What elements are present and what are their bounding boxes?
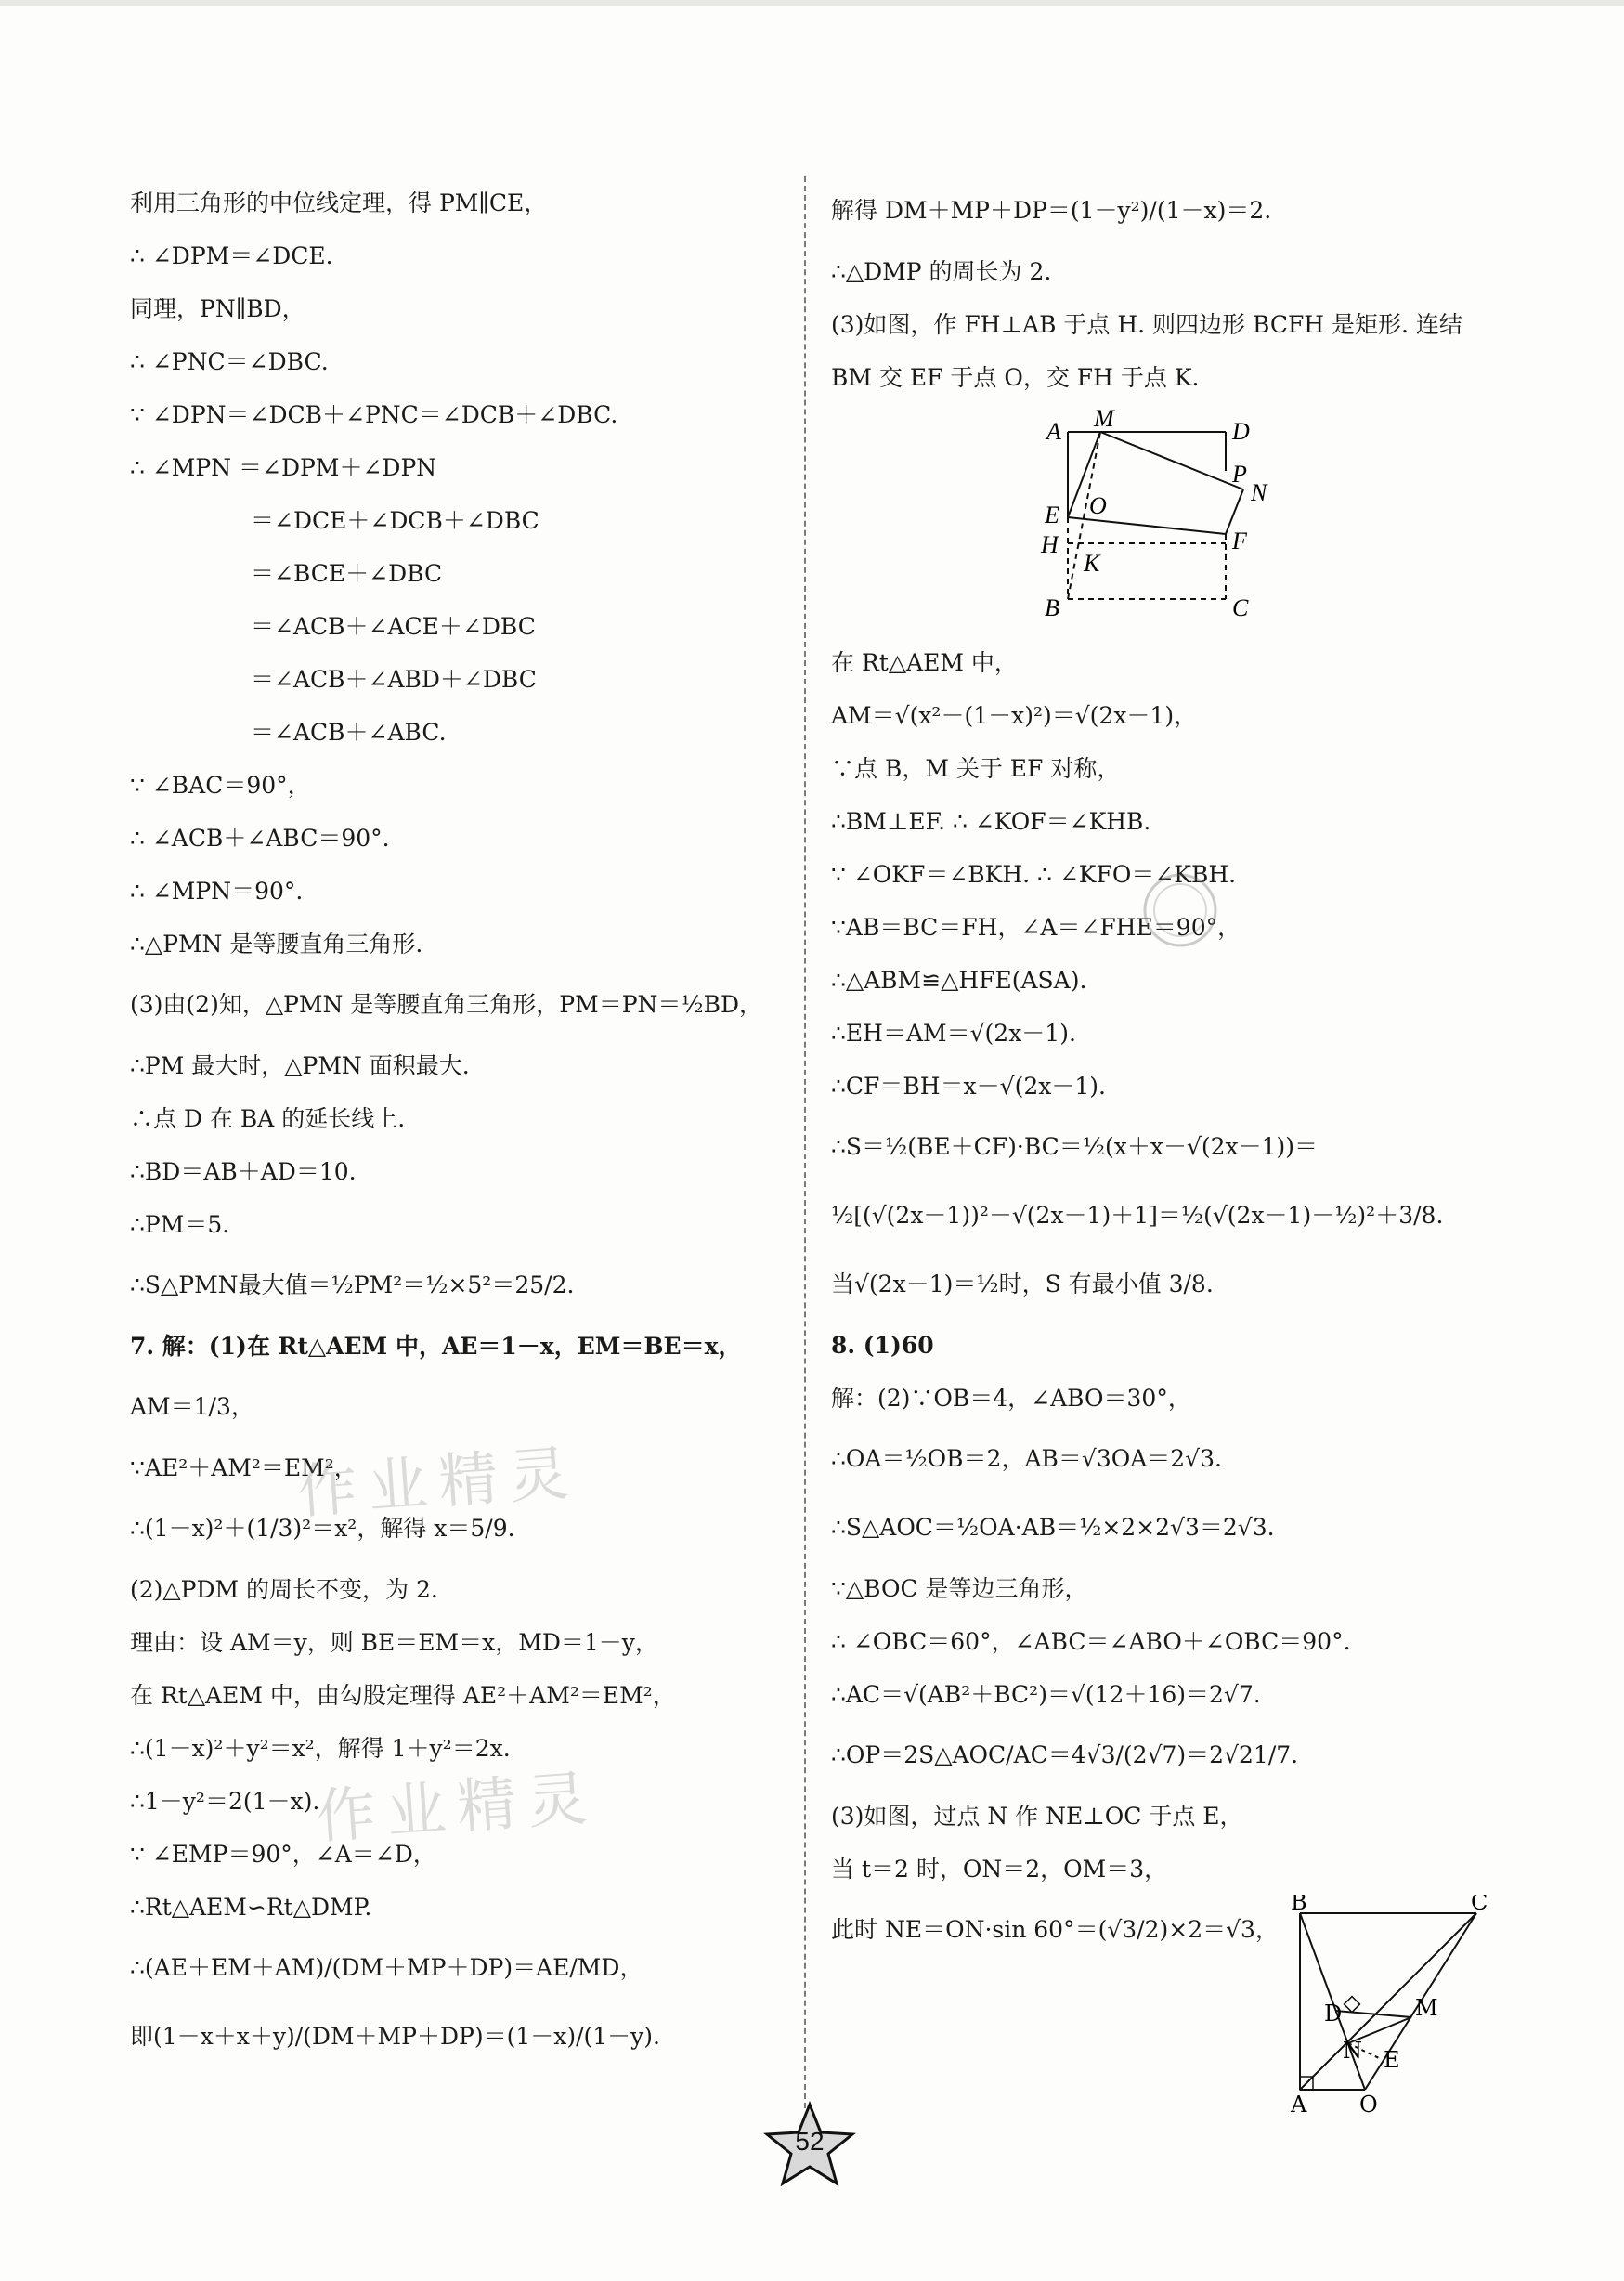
- text-line: ∴BM⊥EF. ∴ ∠KOF＝∠KHB.: [831, 808, 1151, 835]
- text-line: 当 t＝2 时，ON＝2，OM＝3，: [831, 1856, 1168, 1883]
- label-H: H: [1041, 531, 1059, 558]
- label-D: D: [1232, 418, 1250, 445]
- text-line: ∵ ∠OKF＝∠BKH. ∴ ∠KFO＝∠KBH.: [831, 861, 1237, 888]
- text-line: ∴S＝½(BE＋CF)·BC＝½(x＋x－√(2x－1))＝: [831, 1133, 1319, 1160]
- text-line: ∴ ∠ACB＋∠ABC＝90°.: [130, 825, 390, 852]
- label-E: E: [1384, 2047, 1400, 2073]
- figure-triangle: [1272, 1895, 1495, 2118]
- text-line: ∵点 B，M 关于 EF 对称，: [831, 755, 1121, 782]
- text-line: ∴Rt△AEM∽Rt△DMP.: [130, 1894, 372, 1921]
- label-C: C: [1232, 594, 1249, 621]
- text-line: ∴S△AOC＝½OA·AB＝½×2×2√3＝2√3.: [831, 1514, 1275, 1541]
- text-line: ＝∠ACB＋∠ABC.: [251, 719, 447, 746]
- watermark-stamp: [1138, 868, 1222, 952]
- label-A: A: [1046, 418, 1061, 445]
- label-M: M: [1094, 405, 1114, 432]
- text-line: (2)△PDM 的周长不变，为 2.: [130, 1576, 438, 1603]
- text-line: ∴(1－x)²＋(1/3)²＝x²，解得 x＝5/9.: [130, 1515, 515, 1542]
- text-line: 即(1－x＋x＋y)/(DM＋MP＋DP)＝(1－x)/(1－y).: [130, 2023, 661, 2050]
- text-line: ∴S△PMN最大值＝½PM²＝½×5²＝25/2.: [130, 1271, 575, 1298]
- text-line: ∴ ∠MPN＝90°.: [130, 878, 304, 905]
- text-line: ∴OA＝½OB＝2，AB＝√3OA＝2√3.: [831, 1445, 1222, 1472]
- label-B: B: [1291, 1895, 1307, 1915]
- text-line: (3)如图，作 FH⊥AB 于点 H. 则四边形 BCFH 是矩形. 连结: [831, 311, 1462, 338]
- text-line: ＝∠ACB＋∠ACE＋∠DBC: [251, 613, 536, 640]
- text-line: ＝∠ACB＋∠ABD＋∠DBC: [251, 666, 537, 693]
- label-P: P: [1232, 461, 1247, 488]
- text-line: ∴ ∠MPN ＝∠DPM＋∠DPN: [130, 454, 437, 481]
- watermark: 作业精灵: [295, 1439, 582, 1528]
- watermark: 作业精灵: [314, 1764, 601, 1853]
- label-N: N: [1251, 479, 1267, 506]
- page-number-badge: [763, 2101, 856, 2186]
- page-top-edge: [0, 0, 1624, 6]
- label-N: N: [1343, 2038, 1362, 2064]
- text-line: (3)如图，过点 N 作 NE⊥OC 于点 E，: [831, 1803, 1243, 1830]
- text-line: ∴ ∠DPM＝∠DCE.: [130, 242, 333, 269]
- label-A: A: [1291, 2092, 1307, 2118]
- text-line: BM 交 EF 于点 O，交 FH 于点 K.: [831, 364, 1200, 391]
- text-line: ∴(AE＋EM＋AM)/(DM＋MP＋DP)＝AE/MD，: [130, 1954, 643, 1981]
- text-line: ∴AC＝√(AB²＋BC²)＝√(12＋16)＝2√7.: [831, 1681, 1261, 1708]
- text-line: ∵△BOC 是等边三角形，: [831, 1575, 1088, 1602]
- text-line: ∴PM 最大时，△PMN 面积最大.: [130, 1052, 470, 1079]
- column-divider: [804, 176, 806, 2108]
- label-B: B: [1045, 594, 1059, 621]
- text-line: ∴BD＝AB＋AD＝10.: [130, 1158, 357, 1185]
- label-O: O: [1089, 492, 1107, 519]
- text-line: ∵AB＝BC＝FH，∠A＝∠FHE＝90°，: [831, 914, 1241, 941]
- text-line: ∴ ∠OBC＝60°，∠ABC＝∠ABO＋∠OBC＝90°.: [831, 1628, 1351, 1655]
- text-line: ∴△DMP 的周长为 2.: [831, 258, 1052, 285]
- text-line: ∴EH＝AM＝√(2x－1).: [831, 1020, 1076, 1047]
- text-line: ∴△ABM≌△HFE(ASA).: [831, 967, 1087, 994]
- geometry-figure-2: [1272, 1895, 1495, 2118]
- text-line: AM＝√(x²－(1－x)²)＝√(2x－1)，: [831, 702, 1198, 729]
- text-line: ＝∠BCE＋∠DBC: [251, 560, 443, 587]
- text-line: 利用三角形的中位线定理，得 PM∥CE，: [130, 189, 548, 216]
- text-line: ∵ ∠DPN＝∠DCB＋∠PNC＝∠DCB＋∠DBC.: [130, 401, 618, 428]
- text-line: 解：(2)∵OB＝4，∠ABO＝30°，: [831, 1385, 1191, 1412]
- text-line: ∴CF＝BH＝x－√(2x－1).: [831, 1073, 1106, 1100]
- text-line: ∴(1－x)²＋y²＝x²，解得 1＋y²＝2x.: [130, 1735, 511, 1762]
- text-line: ∴PM＝5.: [130, 1211, 230, 1238]
- page-number: 52: [795, 2127, 825, 2156]
- text-line: AM＝1/3，: [130, 1393, 254, 1420]
- label-M: M: [1415, 1995, 1438, 2021]
- label-O: O: [1359, 2092, 1378, 2118]
- text-line: ∵AE²＋AM²＝EM²，: [130, 1454, 357, 1481]
- text-line: 同理，PN∥BD，: [130, 295, 305, 322]
- text-line: 在 Rt△AEM 中，由勾股定理得 AE²＋AM²＝EM²，: [130, 1682, 676, 1709]
- label-D: D: [1324, 2001, 1343, 2027]
- text-line: ∴OP＝2S△AOC/AC＝4√3/(2√7)＝2√21/7.: [831, 1741, 1299, 1768]
- text-line: ＝∠DCE＋∠DCB＋∠DBC: [251, 507, 539, 534]
- text-line: 此时 NE＝ON·sin 60°＝(√3/2)×2＝√3，: [831, 1916, 1279, 1943]
- right-column: [831, 176, 1500, 1964]
- text-line: (3)由(2)知，△PMN 是等腰直角三角形，PM＝PN＝½BD，: [130, 991, 763, 1018]
- text-line: ∴ ∠PNC＝∠DBC.: [130, 348, 329, 375]
- text-line: 当√(2x－1)＝½时，S 有最小值 3/8.: [831, 1271, 1214, 1297]
- label-E: E: [1045, 502, 1059, 528]
- text-line: ∵ ∠BAC＝90°，: [130, 772, 311, 799]
- label-C: C: [1471, 1895, 1488, 1915]
- geometry-figure-1: [831, 404, 1500, 636]
- text-line: ∴△PMN 是等腰直角三角形.: [130, 931, 423, 958]
- text-line: ∴1－y²＝2(1－x).: [130, 1788, 320, 1815]
- figure-rectangle-fold: [831, 404, 1500, 636]
- problem-7-heading: 7. 解：(1)在 Rt△AEM 中，AE＝1－x，EM＝BE＝x，: [130, 1333, 742, 1360]
- text-line: 解得 DM＋MP＋DP＝(1－y²)/(1－x)＝2.: [831, 197, 1272, 224]
- label-F: F: [1232, 528, 1247, 554]
- problem-8-heading: 8. (1)60: [831, 1332, 934, 1359]
- label-K: K: [1084, 550, 1100, 577]
- text-line: 在 Rt△AEM 中，: [831, 649, 1018, 676]
- text-line: ∵ ∠EMP＝90°，∠A＝∠D，: [130, 1841, 436, 1868]
- text-line: 理由：设 AM＝y，则 BE＝EM＝x，MD＝1－y，: [130, 1629, 658, 1656]
- text-line: ∴点 D 在 BA 的延长线上.: [130, 1105, 406, 1132]
- text-line: ½[(√(2x－1))²－√(2x－1)＋1]＝½(√(2x－1)－½)²＋3/8.: [831, 1202, 1444, 1229]
